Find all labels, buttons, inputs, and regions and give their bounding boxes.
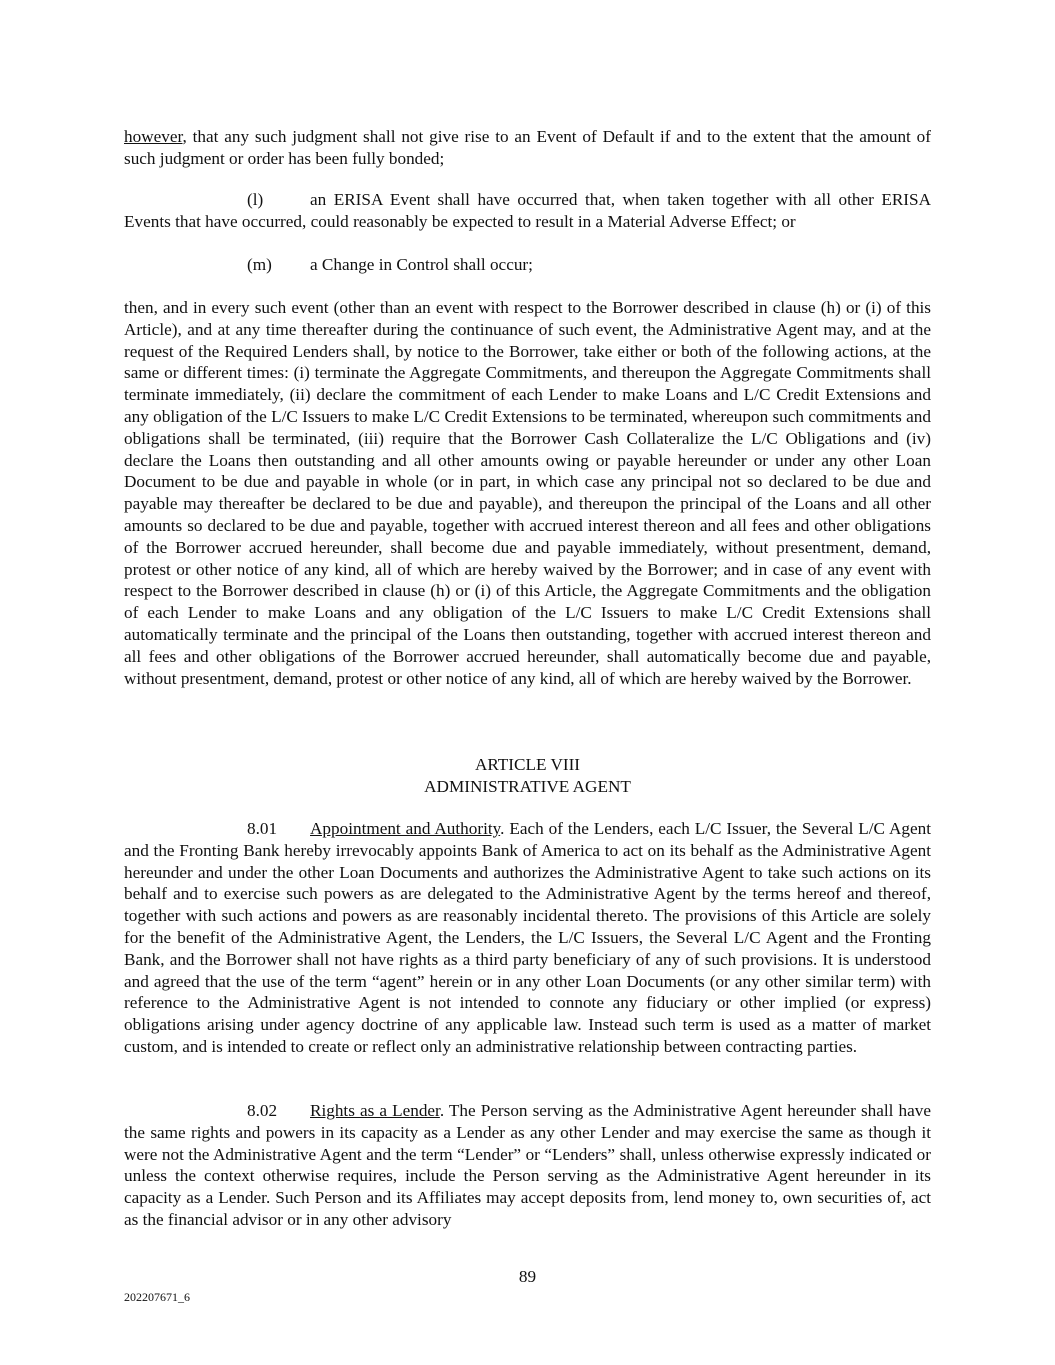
clause-m-label: (m) [247, 255, 272, 274]
section-8-02-heading: Rights as a Lender [310, 1101, 440, 1120]
section-8-02-number: 8.02 [247, 1101, 278, 1120]
section-8-02-text: . The Person serving as the Administrative Agent hereunder shall have the same rights and powers in its capacity as a Lender as any other Lender and may exercise the same as though it were not the Administrative Agent and the term “Lender” or “Lenders” shall, unless otherwise expressly indicated or unless the context otherwise requires, include the Person serving as the Administrative Agent hereunder in its capacity as a Lender. Such Person and its Affiliates may accept deposits from, lend money to, own securities of, act as the financial advisor or in any other advisory [124, 1101, 931, 1229]
page-number: 89 [518, 1267, 537, 1286]
clause-l [124, 189, 931, 233]
paragraph-judgment-text: , that any such judgment shall not give rise to an Event of Default if and to the extent that the amount of such judgment or order has been fully bonded; [124, 127, 931, 168]
paragraph-remedies: then, and in every such event (other than an event with respect to the Borrower described in clause (h) or (i) of this Article), and at any time thereafter during the continuance of such event, the Administrative Agent may, and at the request of the Required Lenders shall, by notice to the Borrower, take either or both of the following actions, at the same or different times: (i) terminate the Aggregate Commitments, and thereupon the Aggregate Commitments shall terminate immediately, (ii) declare the commitment of each Lender to make Loans and L/C Credit Extensions and any obligation of the L/C Issuers to make L/C Credit Extensions to be terminated, whereupon such commitments and obligations shall be terminated, (iii) require that the Borrower Cash Collateralize the L/C Obligations and (iv) declare the Loans then outstanding and all other amounts owing or payable hereunder or under any other Loan Document to be due and payable in whole (or in part, in which case any principal not so declared to be due and payable may thereafter be declared to be due and payable), and thereupon the principal of the Loans and all other amounts so declared to be due and payable, together with accrued interest thereon and all fees and other obligations of the Borrower accrued hereunder, shall become due and payable immediately, without presentment, demand, protest or other notice of any kind, all of which are hereby waived by the Borrower; and in case of any event with respect to the Borrower described in clause (h) or (i) of this Article, the Aggregate Commitments and the obligation of each Lender to make Loans and any obligation of the L/C Issuers to make L/C Credit Extensions shall automatically terminate and the principal of the Loans then outstanding, together with accrued interest thereon and all fees and other obligations of the Borrower accrued hereunder, shall automatically become due and payable, without presentment, demand, protest or other notice of any kind, all of which are hereby waived by the Borrower. [124, 298, 931, 688]
paragraph-judgment-proviso [124, 126, 931, 170]
document-id: 202207671_6 [124, 1290, 190, 1304]
article-number: ARTICLE VIII [474, 755, 581, 774]
section-8-01-text: . Each of the Lenders, each L/C Issuer, the Several L/C Agent and the Fronting Bank hereby irrevocably appoints Bank of America to act on its behalf as the Administrative Agent hereunder and under the other Loan Documents and authorizes the Administrative Agent to take such actions on its behalf and to exercise such powers as are delegated to the Administrative Agent by the terms hereof and thereof, together with such actions and powers as are reasonably incidental thereto. The provisions of this Article are solely for the benefit of the Administrative Agent, the Lenders, the L/C Issuers, the Several L/C Agent and the Fronting Bank, and the Borrower shall not have rights as a third party beneficiary of any of such provisions. It is understood and agreed that the use of the term “agent” herein or in any other Loan Documents (or any other similar term) with reference to the Administrative Agent is not intended to connote any fiduciary or other implied (or express) obligations arising under agency doctrine of any applicable law. Instead such term is used as a matter of market custom, and is intended to create or reflect only an administrative relationship between contracting parties. [124, 819, 931, 1056]
clause-l-label: (l) [247, 190, 264, 209]
article-title: ADMINISTRATIVE AGENT [424, 777, 631, 796]
clause-m-text: a Change in Control shall occur; [310, 255, 533, 274]
however-underlined: however [124, 127, 183, 146]
clause-l-text: an ERISA Event shall have occurred that, when taken together with all other ERISA Events that have occurred, could reasonably be expected to result in a Material Adverse Effect; or [124, 190, 931, 231]
clause-m [124, 254, 931, 276]
section-8-01 [124, 818, 931, 1058]
section-8-02 [124, 1100, 931, 1231]
section-8-01-heading: Appointment and Authority [310, 819, 501, 838]
section-8-01-number: 8.01 [247, 819, 278, 838]
